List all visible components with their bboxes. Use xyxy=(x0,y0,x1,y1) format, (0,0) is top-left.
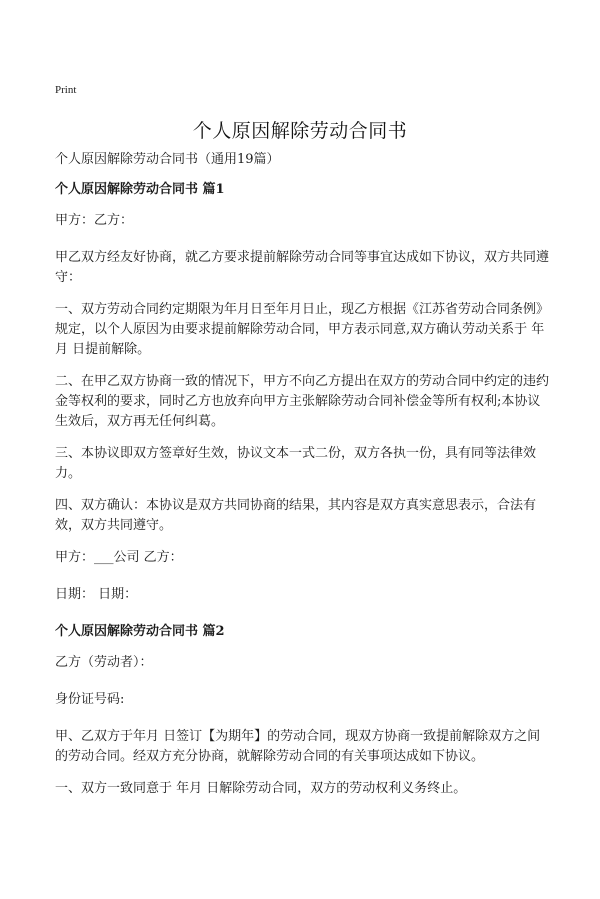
document-body xyxy=(55,150,550,811)
section-heading-2: 个人原因解除劳动合同书 篇2 xyxy=(55,624,225,639)
paragraph-clause-3: 三、本协议即双方签章好生效，协议文本一式二份，双方各执一份，具有同等法律效力。 xyxy=(55,446,537,481)
employee-line: 乙方（劳动者）： xyxy=(55,655,153,670)
party-line: 甲方：乙方： xyxy=(55,213,134,228)
paragraph-intro: 甲乙双方经友好协商，就乙方要求提前解除劳动合同等事宜达成如下协议，双方共同遵守： xyxy=(55,250,550,285)
date-line: 日期： 日期： xyxy=(55,587,138,602)
document-title: 个人原因解除劳动合同书 xyxy=(192,120,408,142)
paragraph-clause-4: 四、双方确认：本协议是双方共同协商的结果，其内容是双方真实意思表示，合法有效，双方共同遵守。 xyxy=(55,498,537,533)
paragraph-clause-termination: 一、双方一致同意于 年月 日解除劳动合同，双方的劳动权利义务终止。 xyxy=(55,781,467,796)
id-number-line: 身份证号码: xyxy=(55,692,125,707)
signature-line: 甲方：___公司 乙方： xyxy=(55,550,183,565)
paragraph-clause-2: 二、在甲乙双方协商一致的情况下，甲方不向乙方提出在双方的劳动合同中约定的违约金等权利的要求，同时乙方也放弃向甲方主张解除劳动合同补偿金等所有权利;本协议生效后，双方再无任何纠葛。 xyxy=(55,374,550,429)
paragraph-clause-1: 一、双方劳动合同约定期限为年月日至年月日止，现乙方根据《江苏省劳动合同条例》规定，以个人原因为由要求提前解除劳动合同，甲方表示同意,双方确认劳动关系于 年 月 日提前解除。 xyxy=(55,302,550,357)
paragraph-agreement: 甲、乙双方于年月 日签订【为期年】的劳动合同，现双方协商一致提前解除双方之间的劳动合同。经双方充分协商，就解除劳动合同的有关事项达成如下协议。 xyxy=(55,729,541,764)
document-subtitle: 个人原因解除劳动合同书（通用19篇） xyxy=(55,152,280,167)
print-link[interactable]: Print xyxy=(55,84,77,96)
section-heading-1: 个人原因解除劳动合同书 篇1 xyxy=(55,182,225,197)
